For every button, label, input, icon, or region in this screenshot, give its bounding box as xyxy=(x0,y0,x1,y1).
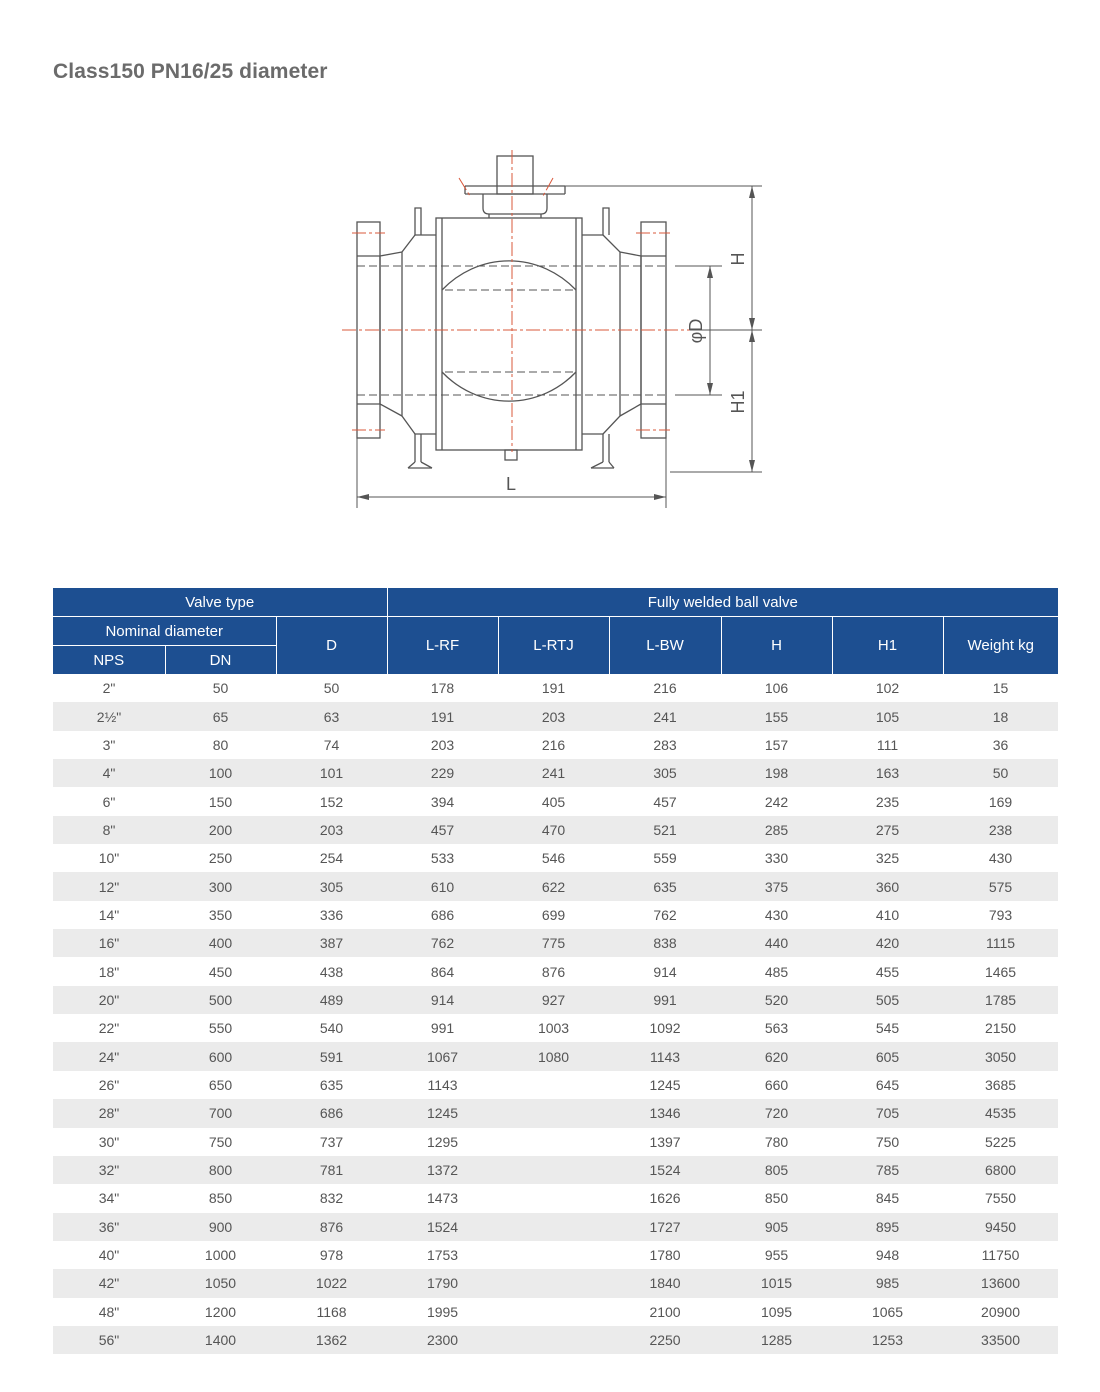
header-weight: Weight kg xyxy=(943,617,1058,675)
cell-h: 198 xyxy=(721,759,832,787)
cell-weight: 50 xyxy=(943,759,1058,787)
cell-l-rf: 1995 xyxy=(426,1303,459,1320)
cell-l-bw: 305 xyxy=(609,759,721,787)
cell-dn: 750 xyxy=(208,1133,233,1150)
cell-d: 781 xyxy=(276,1156,387,1184)
cell-l-rf: 457 xyxy=(387,816,498,844)
cell-d: 74 xyxy=(323,736,340,753)
cell-weight: 575 xyxy=(943,872,1058,900)
cell-h1: 545 xyxy=(875,1020,900,1037)
cell-dn: 600 xyxy=(165,1042,276,1070)
cell-l-bw: 1346 xyxy=(609,1099,721,1127)
cell-l-bw: 914 xyxy=(653,963,677,980)
cell-l-rtj xyxy=(498,1128,609,1156)
cell-nps: 4" xyxy=(53,759,165,787)
cell-l-bw: 762 xyxy=(653,906,677,923)
table-row xyxy=(53,1156,1058,1184)
cell-weight: 13600 xyxy=(943,1269,1058,1297)
cell-l-bw: 521 xyxy=(609,816,721,844)
cell-dn: 80 xyxy=(212,736,229,753)
cell-h1: 420 xyxy=(832,929,943,957)
cell-l-rtj: 241 xyxy=(498,759,609,787)
valve-dimension-table xyxy=(53,588,1058,1354)
cell-h: 285 xyxy=(721,816,832,844)
table-body xyxy=(53,674,1058,1354)
cell-weight: 15 xyxy=(992,680,1009,697)
cell-weight: 7550 xyxy=(984,1190,1017,1207)
header-l-rtj: L-RTJ xyxy=(498,617,609,675)
cell-dn: 700 xyxy=(165,1099,276,1127)
cell-d: 635 xyxy=(319,1076,344,1093)
cell-weight: 1465 xyxy=(984,963,1017,980)
cell-l-rf: 1753 xyxy=(426,1247,459,1264)
cell-l-bw: 283 xyxy=(653,736,677,753)
cell-dn: 1050 xyxy=(165,1269,276,1297)
cell-h1: 985 xyxy=(832,1269,943,1297)
cell-l-rtj: 216 xyxy=(541,736,566,753)
cell-dn: 50 xyxy=(212,680,229,697)
cell-l-rtj: 622 xyxy=(498,872,609,900)
cell-dn: 800 xyxy=(165,1156,276,1184)
header-nps: NPS xyxy=(53,646,165,675)
cell-d: 1362 xyxy=(276,1326,387,1354)
cell-nps: 56" xyxy=(53,1326,165,1354)
cell-l-rtj xyxy=(498,1269,609,1297)
table-row xyxy=(53,1326,1058,1354)
cell-l-rtj xyxy=(498,1241,609,1269)
cell-h: 563 xyxy=(764,1020,789,1037)
cell-l-rtj: 470 xyxy=(498,816,609,844)
cell-l-bw: 991 xyxy=(609,986,721,1014)
cell-h: 720 xyxy=(721,1099,832,1127)
dim-label-d: φD xyxy=(686,318,706,344)
cell-l-bw: 1143 xyxy=(609,1042,721,1070)
cell-d: 489 xyxy=(276,986,387,1014)
cell-h1: 1253 xyxy=(832,1326,943,1354)
cell-l-bw: 838 xyxy=(609,929,721,957)
cell-d: 101 xyxy=(276,759,387,787)
cell-l-rf: 229 xyxy=(387,759,498,787)
cell-weight: 6800 xyxy=(943,1156,1058,1184)
table-row xyxy=(53,1099,1058,1127)
cell-dn: 100 xyxy=(165,759,276,787)
table-row xyxy=(53,1184,1058,1212)
cell-h1: 895 xyxy=(832,1213,943,1241)
cell-l-rtj: 1003 xyxy=(537,1020,570,1037)
cell-l-rf: 1524 xyxy=(387,1213,498,1241)
cell-l-bw: 2250 xyxy=(609,1326,721,1354)
table-row xyxy=(53,872,1058,900)
cell-h1: 275 xyxy=(832,816,943,844)
cell-weight: 3050 xyxy=(943,1042,1058,1070)
cell-h1: 645 xyxy=(875,1076,900,1093)
cell-nps: 8" xyxy=(53,816,165,844)
cell-nps: 18" xyxy=(98,963,120,980)
ball-valve-drawing xyxy=(330,148,770,518)
cell-h1: 605 xyxy=(832,1042,943,1070)
table-row xyxy=(53,986,1058,1014)
cell-d: 63 xyxy=(276,702,387,730)
cell-dn: 1000 xyxy=(204,1247,237,1264)
dim-label-l: L xyxy=(505,474,517,494)
cell-nps: 14" xyxy=(98,906,120,923)
cell-d: 737 xyxy=(319,1133,344,1150)
cell-l-rtj xyxy=(498,1298,609,1326)
cell-dn: 65 xyxy=(165,702,276,730)
header-product-name: Fully welded ball valve xyxy=(387,588,1058,617)
cell-dn: 900 xyxy=(165,1213,276,1241)
cell-weight: 4535 xyxy=(943,1099,1058,1127)
cell-l-rf: 178 xyxy=(430,680,455,697)
cell-nps: 40" xyxy=(98,1247,120,1264)
cell-l-rf: 394 xyxy=(430,793,455,810)
table-row xyxy=(53,1128,1058,1156)
cell-weight: 1115 xyxy=(943,929,1058,957)
cell-l-rf: 1245 xyxy=(387,1099,498,1127)
cell-d: 978 xyxy=(319,1247,344,1264)
table-row xyxy=(53,759,1058,787)
table-row xyxy=(53,1042,1058,1070)
table-row xyxy=(53,674,1058,702)
cell-l-rf: 610 xyxy=(387,872,498,900)
cell-l-rf: 1372 xyxy=(387,1156,498,1184)
cell-l-rf: 991 xyxy=(430,1020,455,1037)
cell-l-bw: 241 xyxy=(609,702,721,730)
cell-d: 1022 xyxy=(276,1269,387,1297)
cell-l-rf: 1143 xyxy=(427,1076,458,1093)
cell-l-rtj: 699 xyxy=(541,906,566,923)
cell-l-rtj xyxy=(498,1326,609,1354)
cell-weight: 430 xyxy=(988,850,1013,867)
cell-l-rf: 686 xyxy=(430,906,455,923)
cell-h1: 948 xyxy=(875,1247,900,1264)
cell-h1: 111 xyxy=(876,736,899,753)
cell-h1: 410 xyxy=(875,906,900,923)
cell-h: 440 xyxy=(721,929,832,957)
cell-l-rtj: 405 xyxy=(541,793,566,810)
cell-dn: 850 xyxy=(208,1190,233,1207)
header-dn: DN xyxy=(165,646,276,675)
cell-d: 336 xyxy=(319,906,344,923)
cell-h: 955 xyxy=(764,1247,789,1264)
cell-l-rtj: 876 xyxy=(541,963,566,980)
cell-h: 485 xyxy=(764,963,789,980)
cell-h1: 163 xyxy=(832,759,943,787)
cell-weight: 2150 xyxy=(984,1020,1017,1037)
cell-dn: 350 xyxy=(208,906,233,923)
cell-h1: 1065 xyxy=(871,1303,904,1320)
cell-l-rf: 191 xyxy=(387,702,498,730)
table-row xyxy=(53,844,1058,872)
cell-dn: 150 xyxy=(208,793,233,810)
cell-l-rtj xyxy=(498,1184,609,1212)
cell-nps: 34" xyxy=(98,1190,120,1207)
cell-l-rtj: 203 xyxy=(498,702,609,730)
cell-l-bw: 1780 xyxy=(649,1247,681,1264)
cell-l-rtj: 546 xyxy=(541,850,566,867)
cell-nps: 16" xyxy=(53,929,165,957)
cell-l-rf: 1067 xyxy=(387,1042,498,1070)
cell-l-rf: 1790 xyxy=(387,1269,498,1297)
cell-l-bw: 1092 xyxy=(649,1020,681,1037)
cell-nps: 10" xyxy=(98,850,120,867)
cell-dn: 450 xyxy=(208,963,233,980)
cell-dn: 550 xyxy=(208,1020,233,1037)
cell-l-rtj xyxy=(498,1071,609,1099)
cell-l-rtj xyxy=(498,1213,609,1241)
cell-d: 1168 xyxy=(316,1303,347,1320)
cell-dn: 400 xyxy=(165,929,276,957)
header-d: D xyxy=(276,617,387,675)
cell-l-rf: 1295 xyxy=(426,1133,459,1150)
cell-d: 540 xyxy=(319,1020,344,1037)
cell-h: 905 xyxy=(721,1213,832,1241)
cell-nps: 24" xyxy=(53,1042,165,1070)
cell-l-bw: 635 xyxy=(609,872,721,900)
table-row xyxy=(53,787,1058,815)
cell-l-rf: 533 xyxy=(430,850,455,867)
cell-h1: 235 xyxy=(875,793,900,810)
cell-nps: 48" xyxy=(98,1303,120,1320)
cell-d: 591 xyxy=(276,1042,387,1070)
header-h1: H1 xyxy=(832,617,943,675)
cell-l-bw: 1727 xyxy=(609,1213,721,1241)
cell-nps: 20" xyxy=(53,986,165,1014)
header-nominal-diameter: Nominal diameter xyxy=(53,617,276,646)
cell-h1: 750 xyxy=(875,1133,900,1150)
cell-nps: 6" xyxy=(102,793,116,810)
cell-l-rtj xyxy=(498,1156,609,1184)
cell-l-rf: 914 xyxy=(387,986,498,1014)
cell-d: 387 xyxy=(276,929,387,957)
cell-weight: 238 xyxy=(943,816,1058,844)
cell-weight: 5225 xyxy=(984,1133,1017,1150)
cell-dn: 1200 xyxy=(204,1303,237,1320)
cell-h: 106 xyxy=(764,680,789,697)
cell-weight: 3685 xyxy=(984,1076,1017,1093)
cell-dn: 200 xyxy=(165,816,276,844)
cell-l-rtj: 191 xyxy=(541,680,566,697)
header-h: H xyxy=(721,617,832,675)
cell-dn: 1400 xyxy=(165,1326,276,1354)
cell-l-bw: 2100 xyxy=(649,1303,681,1320)
cell-l-bw: 1840 xyxy=(609,1269,721,1297)
cell-h: 1095 xyxy=(760,1303,793,1320)
table-row xyxy=(53,1269,1058,1297)
cell-h: 805 xyxy=(721,1156,832,1184)
cell-h: 157 xyxy=(764,736,789,753)
cell-h: 1015 xyxy=(721,1269,832,1297)
table-row xyxy=(53,1071,1058,1099)
cell-nps: 22" xyxy=(98,1020,120,1037)
cell-l-rf: 1473 xyxy=(426,1190,459,1207)
cell-weight: 11750 xyxy=(981,1247,1020,1264)
cell-l-bw: 1245 xyxy=(649,1076,681,1093)
cell-h1: 360 xyxy=(832,872,943,900)
cell-weight: 18 xyxy=(943,702,1058,730)
cell-h1: 105 xyxy=(832,702,943,730)
header-valve-type: Valve type xyxy=(53,588,387,617)
cell-weight: 33500 xyxy=(943,1326,1058,1354)
header-l-bw: L-BW xyxy=(609,617,721,675)
cell-nps: 3" xyxy=(102,736,116,753)
cell-weight: 9450 xyxy=(943,1213,1058,1241)
cell-h: 780 xyxy=(764,1133,789,1150)
cell-l-rf: 2300 xyxy=(387,1326,498,1354)
cell-weight: 793 xyxy=(988,906,1013,923)
dim-label-h: H xyxy=(728,252,748,266)
cell-h: 850 xyxy=(764,1190,789,1207)
cell-weight: 169 xyxy=(988,793,1013,810)
cell-h1: 505 xyxy=(832,986,943,1014)
cell-h: 155 xyxy=(721,702,832,730)
cell-nps: 30" xyxy=(98,1133,120,1150)
header-l-rf: L-RF xyxy=(387,617,498,675)
cell-h: 660 xyxy=(764,1076,789,1093)
cell-dn: 500 xyxy=(165,986,276,1014)
cell-weight: 36 xyxy=(992,736,1009,753)
cell-nps: 36" xyxy=(53,1213,165,1241)
cell-l-bw: 1397 xyxy=(649,1133,681,1150)
table-row xyxy=(53,1298,1058,1326)
cell-l-bw: 1524 xyxy=(609,1156,721,1184)
cell-nps: 2" xyxy=(102,680,116,697)
page-title: Class150 PN16/25 diameter xyxy=(53,60,328,83)
table-row xyxy=(53,1213,1058,1241)
table-row xyxy=(53,901,1058,929)
cell-nps: 42" xyxy=(53,1269,165,1297)
table-row xyxy=(53,957,1058,985)
cell-h: 375 xyxy=(721,872,832,900)
cell-nps: 32" xyxy=(53,1156,165,1184)
cell-d: 152 xyxy=(319,793,344,810)
cell-h1: 455 xyxy=(875,963,900,980)
cell-dn: 300 xyxy=(165,872,276,900)
cell-h: 242 xyxy=(764,793,789,810)
cell-h1: 785 xyxy=(832,1156,943,1184)
cell-h1: 102 xyxy=(875,680,900,697)
cell-d: 305 xyxy=(276,872,387,900)
cell-h: 430 xyxy=(764,906,789,923)
cell-d: 203 xyxy=(276,816,387,844)
table-row xyxy=(53,929,1058,957)
table-row xyxy=(53,731,1058,759)
dim-label-h1: H1 xyxy=(728,390,748,414)
cell-l-rtj: 1080 xyxy=(498,1042,609,1070)
cell-d: 438 xyxy=(319,963,344,980)
cell-h1: 705 xyxy=(832,1099,943,1127)
cell-l-rf: 203 xyxy=(430,736,455,753)
table-row xyxy=(53,702,1058,730)
table-row xyxy=(53,1014,1058,1042)
cell-d: 876 xyxy=(276,1213,387,1241)
cell-l-bw: 216 xyxy=(653,680,677,697)
cell-h: 520 xyxy=(721,986,832,1014)
cell-l-bw: 457 xyxy=(653,793,677,810)
cell-nps: 26" xyxy=(98,1076,120,1093)
cell-l-bw: 559 xyxy=(653,850,677,867)
cell-dn: 650 xyxy=(208,1076,233,1093)
table-row xyxy=(53,1241,1058,1269)
cell-h: 1285 xyxy=(721,1326,832,1354)
cell-h1: 845 xyxy=(875,1190,900,1207)
cell-nps: 28" xyxy=(53,1099,165,1127)
cell-nps: 2½" xyxy=(53,702,165,730)
cell-l-bw: 1626 xyxy=(649,1190,681,1207)
cell-h: 330 xyxy=(764,850,789,867)
cell-l-rtj: 927 xyxy=(498,986,609,1014)
cell-d: 50 xyxy=(323,680,340,697)
cell-dn: 250 xyxy=(208,850,233,867)
cell-nps: 12" xyxy=(53,872,165,900)
cell-d: 254 xyxy=(319,850,344,867)
cell-l-rtj: 775 xyxy=(498,929,609,957)
cell-l-rf: 864 xyxy=(430,963,455,980)
cell-d: 686 xyxy=(276,1099,387,1127)
cell-weight: 20900 xyxy=(981,1303,1020,1320)
cell-d: 832 xyxy=(319,1190,344,1207)
cell-h1: 325 xyxy=(875,850,900,867)
cell-h: 620 xyxy=(721,1042,832,1070)
cell-l-rtj xyxy=(498,1099,609,1127)
cell-weight: 1785 xyxy=(943,986,1058,1014)
cell-l-rf: 762 xyxy=(387,929,498,957)
table-row xyxy=(53,816,1058,844)
